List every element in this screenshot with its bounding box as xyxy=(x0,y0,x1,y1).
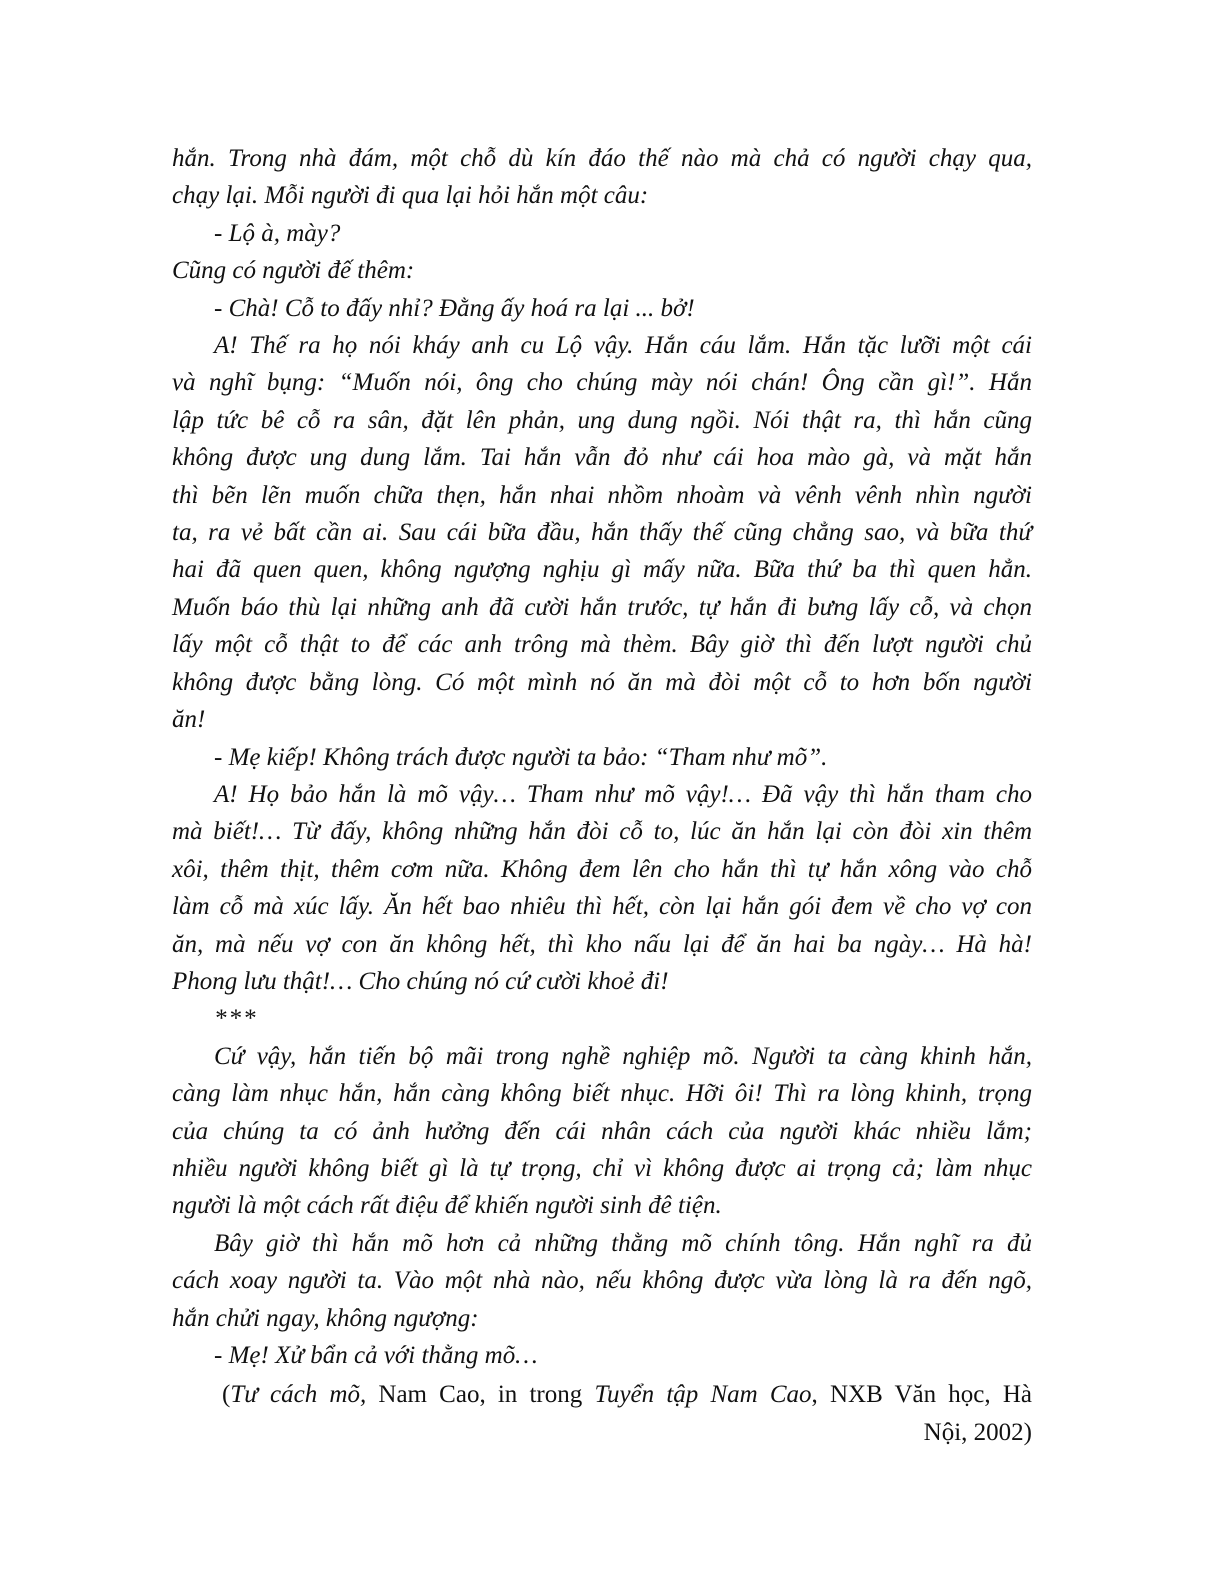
text-line: - Chà! Cỗ to đấy nhỉ? Đằng ấy hoá ra lại ... bở! xyxy=(214,294,695,322)
text-line: hai đã quen quen, không ngượng nghịu gì mấy nữa. Bữa thứ ba thì quen hẳn. xyxy=(172,556,1032,584)
citation-line-1 xyxy=(172,1376,1032,1413)
citation-book: Tuyển tập Nam Cao xyxy=(594,1381,812,1409)
citation-title: Tư cách mõ, xyxy=(230,1381,367,1409)
text-line: không được ung dung lắm. Tai hắn vẫn đỏ như cái hoa mào gà, và mặt hắn xyxy=(172,444,1032,472)
text-line: chạy lại. Mỗi người đi qua lại hỏi hắn một câu: xyxy=(172,182,649,210)
text-line: - Mẹ! Xử bẩn cả với thằng mõ… xyxy=(214,1342,538,1369)
section-divider: *** xyxy=(214,1005,258,1033)
text-line: Cũng có người đế thêm: xyxy=(172,257,415,285)
citation-publisher: , NXB Văn học, Hà xyxy=(811,1381,1032,1409)
text-line: làm cỗ mà xúc lấy. Ăn hết bao nhiêu thì hết, còn lại hắn gói đem về cho vợ con xyxy=(172,893,1032,921)
text-line: nhiều người không biết gì là tự trọng, chỉ vì không được ai trọng cả; làm nhục xyxy=(172,1154,1032,1182)
text-line: - Mẹ kiếp! Không trách được người ta bảo: “Tham như mõ”. xyxy=(214,743,828,771)
document-page xyxy=(172,140,1032,1451)
text-line: Phong lưu thật!… Cho chúng nó cứ cười khoẻ đi! xyxy=(172,967,669,995)
text-line: người là một cách rất điệu để khiến người sinh đê tiện. xyxy=(172,1192,722,1220)
citation-author: Nam Cao, in trong xyxy=(366,1381,595,1409)
text-line: lập tức bê cỗ ra sân, đặt lên phản, ung dung ngồi. Nói thật ra, thì hắn cũng xyxy=(172,406,1032,434)
text-line: không được bằng lòng. Có một mình nó ăn mà đòi một cỗ to hơn bốn người xyxy=(172,668,1032,696)
text-line: mà biết!… Từ đấy, không những hắn đòi cỗ to, lúc ăn hắn lại còn đòi xin thêm xyxy=(172,818,1032,846)
text-line: Bây giờ thì hắn mõ hơn cả những thằng mõ chính tông. Hắn nghĩ ra đủ xyxy=(214,1229,1032,1257)
citation-line-2: Nội, 2002) xyxy=(923,1418,1032,1446)
text-line: hắn chửi ngay, không ngượng: xyxy=(172,1304,479,1332)
text-line: cách xoay người ta. Vào một nhà nào, nếu không được vừa lòng là ra đến ngõ, xyxy=(172,1267,1032,1295)
text-line: - Lộ à, mày? xyxy=(214,219,341,247)
text-line: thì bẽn lẽn muốn chữa thẹn, hắn nhai nhồm nhoàm và vênh vênh nhìn người xyxy=(172,481,1032,509)
text-line: ăn, mà nếu vợ con ăn không hết, thì kho nấu lại để ăn hai ba ngày… Hà hà! xyxy=(172,930,1032,958)
story-excerpt xyxy=(172,140,1032,1374)
text-line: lấy một cỗ thật to để các anh trông mà thèm. Bây giờ thì đến lượt người chủ xyxy=(172,631,1032,659)
text-line: A! Họ bảo hắn là mõ vậy… Tham như mõ vậy!… Đã vậy thì hắn tham cho xyxy=(214,780,1032,808)
text-line: ta, ra vẻ bất cần ai. Sau cái bữa đầu, hắn thấy thế cũng chẳng sao, và bữa thứ xyxy=(172,519,1032,547)
text-line: càng làm nhục hắn, hắn càng không biết nhục. Hỡi ôi! Thì ra lòng khinh, trọng xyxy=(172,1080,1032,1108)
text-line: Muốn báo thù lại những anh đã cười hắn trước, tự hắn đi bưng lấy cỗ, và chọn xyxy=(172,593,1032,621)
text-line: hắn. Trong nhà đám, một chỗ dù kín đáo thế nào mà chả có người chạy qua, xyxy=(172,145,1032,172)
source-citation xyxy=(172,1376,1032,1451)
text-line: A! Thế ra họ nói kháy anh cu Lộ vậy. Hắn cáu lắm. Hắn tặc lưỡi một cái xyxy=(214,332,1032,360)
text-line: xôi, thêm thịt, thêm cơm nữa. Không đem lên cho hắn thì tự hắn xông vào chỗ xyxy=(172,855,1032,883)
text-line: ăn! xyxy=(172,706,206,734)
text-line: của chúng ta có ảnh hưởng đến cái nhân cách của người khác nhiều lắm; xyxy=(172,1117,1032,1145)
citation-open-paren: ( xyxy=(222,1381,231,1409)
text-line: Cứ vậy, hắn tiến bộ mãi trong nghề nghiệp mõ. Người ta càng khinh hắn, xyxy=(214,1042,1032,1070)
text-line: và nghĩ bụng: “Muốn nói, ông cho chúng mày nói chán! Ông cần gì!”. Hắn xyxy=(172,369,1032,397)
